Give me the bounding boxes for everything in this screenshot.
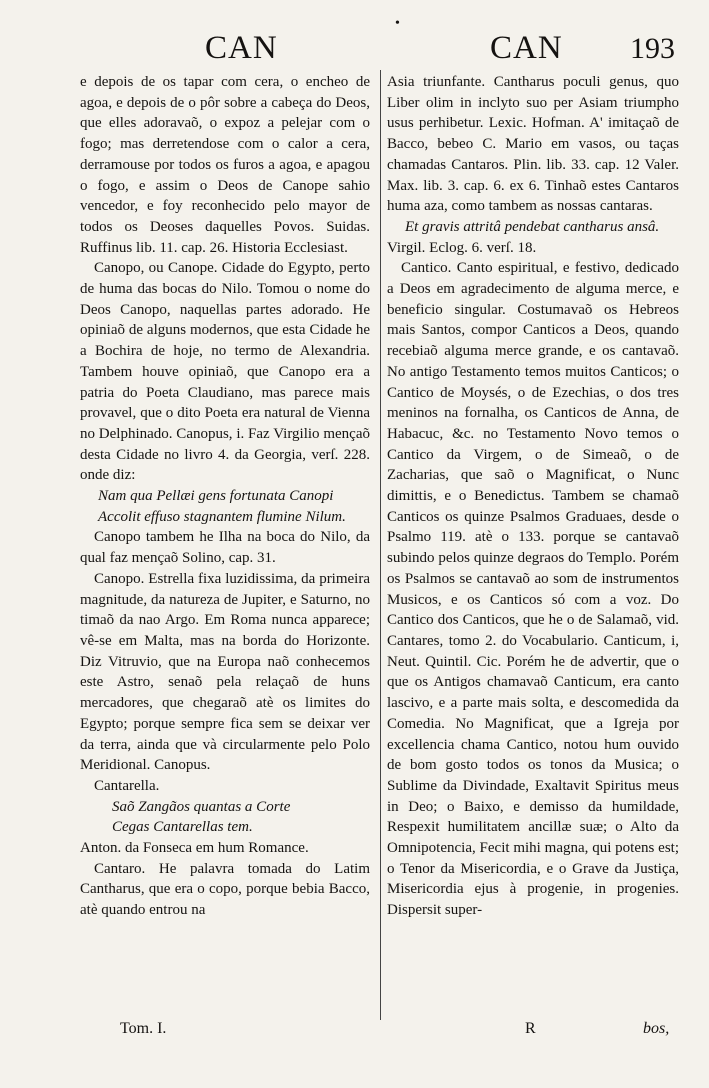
column-divider bbox=[380, 70, 381, 1020]
signature-mark: R bbox=[525, 1020, 536, 1037]
paragraph: Saõ Zangãos quantas a Corte bbox=[112, 798, 291, 815]
right-column bbox=[387, 72, 679, 921]
paragraph: Cantico. Canto espiritual, e festivo, dedicado a Deos em agradecimento de alguma merce, e beneficio singular. Costumavaõ os Hebreos mais Santos, compor Canticos a Deos, quando recebiaõ alguma merce grande, e os cantavaõ. No antigo Testamento temos muitos Canticos; o Cantico de Moysés, o de Ezechias, o dos tres meninos na fornalha, os Canticos de Anna, de Habacuc, &c. no Testamento Novo temos o Cantico da Virgem, o de Simeaõ, o de Zacharias, que saõ o Magnificat, o Nunc dimittis, e o Benedictus. Tambem se chamaõ Canticos os quinze Psalmos Graduaes, desde o Psalmo 119. atè o 133. porque se cantavaõ subindo pelos quinze degraos do Templo. Porém os Psalmos se cantavaõ ao som de instrumentos Musicos, e os Canticos só com a voz. Do Cantico dos Canticos, que he o de Salamaõ, vid. Cantares, tomo 2. do Vocabulario. Canticum, i, Neut. Quintil. Cic. Porém he de advertir, que o que os Antigos chamavaõ Canticum, era canto lascivo, e a parte mais solta, e descomedida da Comedia. No Magnificat, que a Igreja por excellencia chama Cantico, notou hum ouvido de bom gosto todos os tonos da Musica; o Sublime da Divindade, Exaltavit Spiritus meus in Deo; o Baixo, e demisso da humildade, Respexit humilitatem ancillæ suæ; o Alto da Omnipotencia, Fecit mihi magna, qui potens est; o Tenor da Misericordia, e o Grave da Justiça, Misericordia ejus à progenie, in progenies. Dispersit super- bbox=[387, 260, 679, 919]
paragraph: Canopo, ou Canope. Cidade do Egypto, perto de huma das bocas do Nilo. Tomou o nome do Deos Canopo, naquellas partes adorado. He opiniaõ de alguns modernos, que esta Cidade he a Bochira de hoje, no termo de Alexandria. Tambem houve opiniaõ, que Canopo era a patria do Poeta Claudiano, mas parece mais provavel, que o dito Poeta era natural de Vienna no Delphinado. Canopus, i. Faz Virgilio mençaõ desta Cidade no livro 4. da Georgia, verſ. 228. onde diz: bbox=[80, 260, 370, 484]
left-column bbox=[80, 72, 370, 921]
printer-dot: • bbox=[395, 16, 400, 31]
paragraph: Nam qua Pellæi gens fortunata Canopi bbox=[98, 488, 334, 505]
paragraph: Accolit effuso stagnantem flumine Nilum. bbox=[98, 508, 346, 525]
running-head-right: CAN bbox=[490, 30, 563, 66]
paragraph: Canopo. Estrella fixa luzidissima, da primeira magnitude, da natureza de Jupiter, e Saturno, no timaõ da nao Argo. Em Roma nunca apparece; vê-se em Malta, mas na borda do Horizonte. Diz Vitruvio, que na Europa naõ conhecemos este Astro, senaõ pela relaçaõ de huns mercadores, que chegaraõ atè os limites do Egypto; porque sempre fica sem se deixar ver da terra, ainda que và circularmente pelo Polo Meridional. Canopus. bbox=[80, 570, 370, 774]
paragraph: Cantarella. bbox=[94, 777, 160, 794]
running-head-left: CAN bbox=[205, 30, 278, 66]
paragraph: Asia triunfante. Cantharus poculi genus, quo Liber olim in inclyto suo per Asiam triumpho usus perhibetur. Lexic. Hofman. A' imitaçaõ de Bacco, bebeo C. Mario em vasos, ou taças chamadas Cantaros. Plin. lib. 33. cap. 12 Valer. Max. lib. 3. cap. 6. ex 6. Tinhaõ estes Cantaros huma aza, como tambem as nossas cantaras. bbox=[387, 74, 679, 215]
paragraph: e depois de os tapar com cera, o encheo de agoa, e depois de o pôr sobre a cabeça do Deos, que elles adoravaõ, o expoz a pelejar com o fogo; mas derretendose com o calor a cera, derramouse por todos os furos a agoa, e apagou o fogo, e assim o Deos de Canope sahio vencedor, e foy reconhecido pelo mayor de todos os Deoses daquelles Povos. Suidas. Ruffinus lib. 11. cap. 26. Historia Ecclesiast. bbox=[80, 74, 370, 256]
paragraph: Cegas Cantarellas tem. bbox=[112, 819, 253, 836]
paragraph: Canopo tambem he Ilha na boca do Nilo, da qual faz mençaõ Solino, cap. 31. bbox=[80, 529, 370, 567]
page-number: 193 bbox=[630, 32, 675, 65]
paragraph: Virgil. Eclog. 6. verſ. 18. bbox=[387, 239, 537, 256]
paragraph: Anton. da Fonseca em hum Romance. bbox=[80, 840, 309, 857]
volume-label: Tom. I. bbox=[120, 1020, 167, 1037]
paragraph: Et gravis attritâ pendebat cantharus ansâ. bbox=[405, 218, 660, 235]
paragraph: Cantaro. He palavra tomada do Latim Cantharus, que era o copo, porque bebia Bacco, atè quando entrou na bbox=[80, 860, 370, 919]
catchword: bos, bbox=[643, 1020, 670, 1037]
